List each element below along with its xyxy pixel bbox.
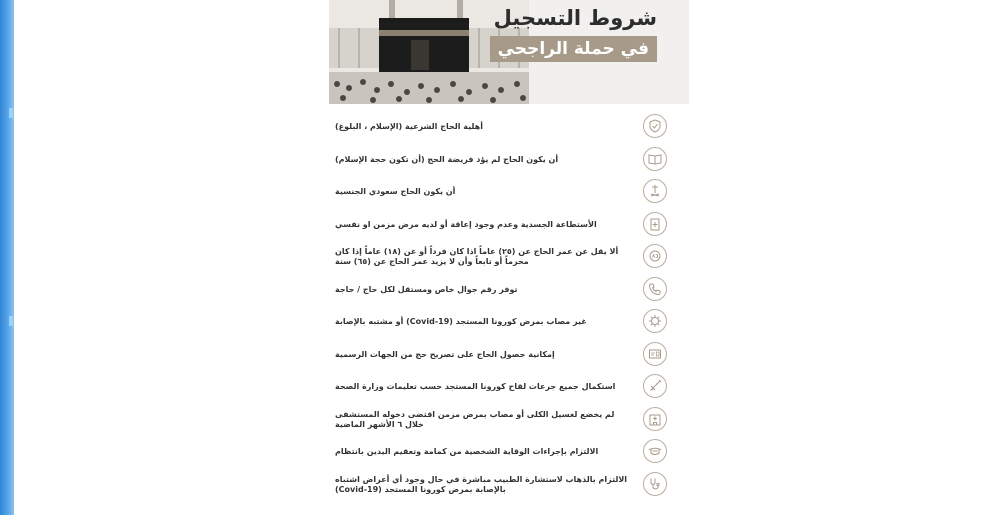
poster-title: شروط التسجيل bbox=[493, 6, 657, 30]
permit-card-icon bbox=[643, 342, 667, 366]
condition-text: الأستطاعة الجسدية وعدم وجود إعاقة أو لديه مرض مزمن او نفسي bbox=[335, 220, 597, 229]
poster-banner bbox=[329, 0, 689, 104]
registration-poster bbox=[329, 0, 689, 515]
medical-clipboard-icon bbox=[643, 212, 667, 236]
hospital-icon bbox=[643, 407, 667, 431]
condition-text: لم يخضع لغسيل الكلى أو مصاب بمرض مزمن اقتضى دخوله المستشفى خلال ٦ الأشهر الماضية bbox=[335, 410, 615, 429]
condition-text: الالتزام بالذهاب لاستشارة الطبيب مباشرة في حال وجود أي أعراض اشتباه بالإصابة بمرض كورونا المستجد (Covid-19) bbox=[335, 475, 628, 494]
list-item bbox=[329, 341, 667, 371]
condition-text: الالتزام بإجراءات الوقاية الشخصية من كمامة وتعقيم اليدين بانتظام bbox=[335, 447, 599, 456]
vaccine-icon bbox=[643, 374, 667, 398]
list-item bbox=[329, 211, 667, 241]
list-item bbox=[329, 113, 667, 143]
edge-marker bbox=[9, 316, 13, 326]
condition-text: أن يكون الحاج لم يؤد فريضة الحج (أن تكون حجة الإسلام) bbox=[335, 155, 559, 164]
list-item bbox=[329, 406, 667, 436]
condition-text: ألا يقل عن عمر الحاج عن (٢٥) عاماً اذا كان فرداً أو عن (١٨) عاماً إذا كان محرماً أو تابعاً وأن لا يزيد عمر الحاج عن (٦٥) سنة bbox=[335, 247, 619, 266]
poster-subtitle: في حملة الراجحي bbox=[490, 36, 657, 62]
edge-marker bbox=[9, 108, 13, 118]
list-item bbox=[329, 146, 667, 176]
shield-check-icon bbox=[643, 114, 667, 138]
phone-icon bbox=[643, 277, 667, 301]
open-book-icon bbox=[643, 147, 667, 171]
face-mask-icon bbox=[643, 439, 667, 463]
condition-text: أن يكون الحاج سعودي الجنسية bbox=[335, 187, 456, 196]
list-item bbox=[329, 438, 667, 468]
list-item bbox=[329, 178, 667, 208]
stethoscope-icon bbox=[643, 472, 667, 496]
condition-text: أهلية الحاج الشرعية (الإسلام ، البلوغ) bbox=[335, 122, 483, 131]
condition-text: غير مصاب بمرض كورونا المستجد (Covid-19) أو مشتبه بالإصابة bbox=[335, 317, 587, 326]
age-icon bbox=[643, 244, 667, 268]
condition-text: استكمال جميع جرعات لقاح كورونا المستجد حسب تعليمات وزارة الصحة bbox=[335, 382, 616, 391]
virus-icon bbox=[643, 309, 667, 333]
list-item bbox=[329, 308, 667, 338]
list-item bbox=[329, 243, 667, 273]
condition-text: توفر رقم جوال خاص ومستقل لكل حاج / حاجة bbox=[335, 285, 518, 294]
list-item bbox=[329, 471, 667, 501]
list-item bbox=[329, 373, 667, 403]
saudi-emblem-icon bbox=[643, 179, 667, 203]
window-left-edge bbox=[0, 0, 14, 515]
list-item bbox=[329, 276, 667, 306]
condition-text: إمكانية حصول الحاج على تصريح حج من الجهات الرسمية bbox=[335, 350, 555, 359]
